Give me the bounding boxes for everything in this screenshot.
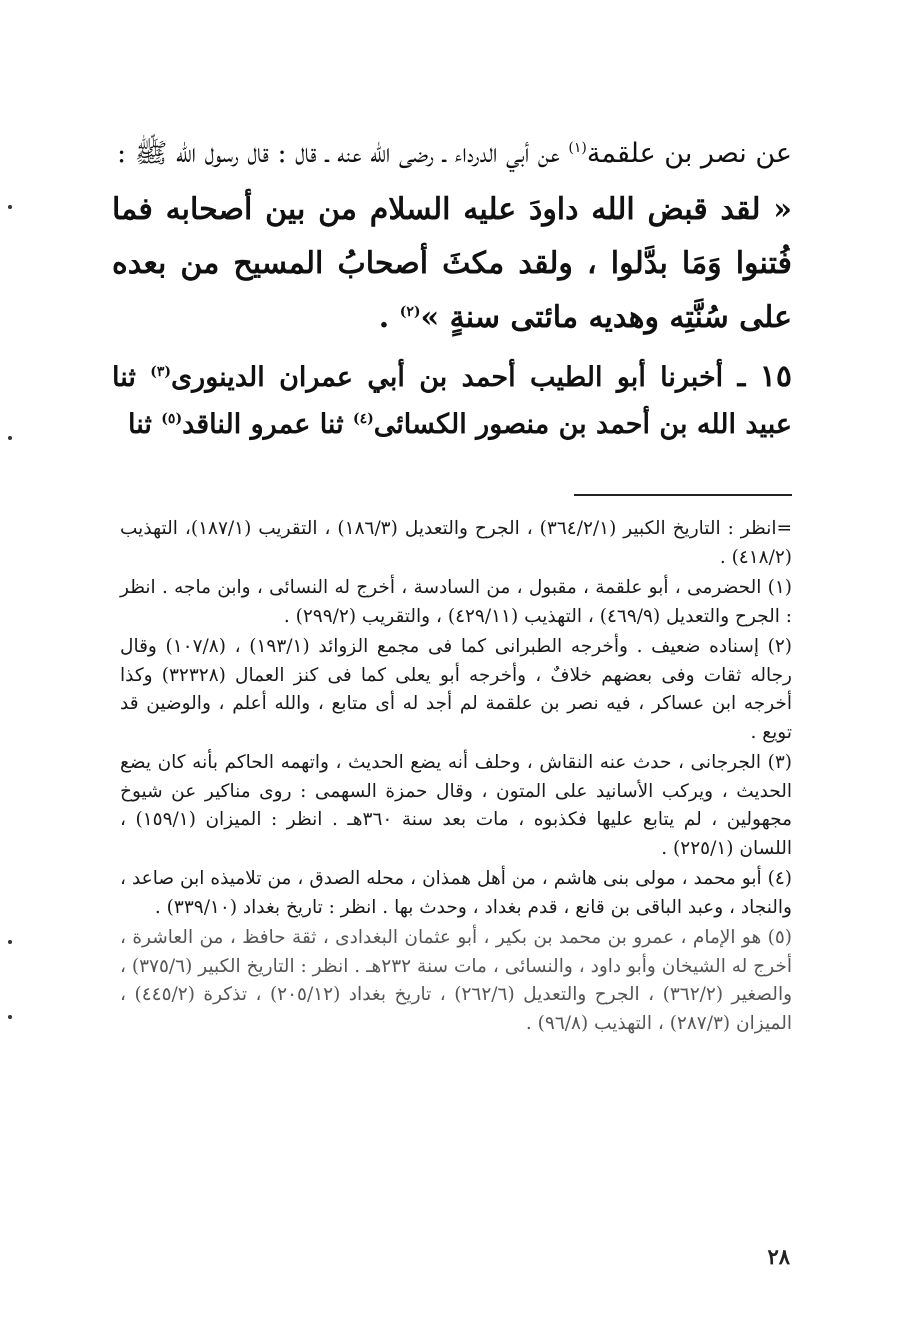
hadith-quote <box>112 183 792 345</box>
footnote-ref-3: (٣) <box>150 364 172 380</box>
hadith-text: « لقد قبض الله داودَ عليه السلام من بين أصحابه فما فُتنوا وَمَا بدَّلوا ، ولقد مكثَ أصحابُ المسيح من بعده على سُنَّتِه وهديه مائتى سنةٍ » <box>112 192 792 335</box>
paragraph-15 <box>112 353 792 448</box>
footnote-ref-1: (١) <box>568 140 587 156</box>
chain-part-b: ثنا عبيد الله بن أحمد بن منصور الكسائى <box>112 362 792 440</box>
page-number: ٢٨ <box>767 1244 790 1269</box>
intro-continuation: عن أبي الدرداء ـ رضى الله عنه ـ قال : قال رسول الله ﷺ : <box>117 138 560 169</box>
footnote-ref-5: (٥) <box>161 411 183 427</box>
footnote-1: (١) الحضرمى ، أبو علقمة ، مقبول ، من السادسة ، أخرج له النسائى ، وابن ماجه . انظر : الجرح والتعديل (٤٦٩/٩) ، التهذيب (٤٢٩/١١) ، والتقريب (٢٩٩/٢) . <box>120 577 792 627</box>
scan-mark <box>8 940 12 944</box>
hadith-end: . <box>378 300 390 335</box>
footnotes <box>120 515 792 1040</box>
narrator-text: عن نصر بن علقمة <box>586 138 792 169</box>
footnote-continuation: =انظر : التاريخ الكبير (٣٦٤/٢/١) ، الجرح والتعديل (١٨٦/٣) ، التقريب (١٨٧/١)، التهذيب (٤١٨/٢) . <box>120 518 792 568</box>
main-text <box>112 130 792 454</box>
footnote-3: (٣) الجرجانى ، حدث عنه النقاش ، وحلف أنه يضع الحديث ، واتهمه الحاكم بأنه كان يضع الحديث ، ويركب الأسانيد على المتون ، وقال حمزة السهمى : روى مناكير عن شيوخ مجهولين ، لم يتابع عليها فكذبوه ، مات بعد سنة ٣٦٠هـ . انظر : الميزان (١٥٩/١) ، اللسان (٢٢٥/١) . <box>120 752 792 859</box>
chain-part-a: ـ أخبرنا أبو الطيب أحمد بن أبي عمران الدينورى <box>171 362 746 393</box>
scan-mark <box>8 205 12 209</box>
footnote-2: (٢) إسناده ضعيف . وأخرجه الطبرانى كما فى مجمع الزوائد (١٩٣/١) ، (١٠٧/٨) وقال رجاله ثقات وفى بعضهم خلافٌ ، وأخرجه أبو يعلى كما فى كنز العمال (٣٢٣٢٨) وكذا أخرجه ابن عساكر ، فيه نصر بن علقمة لم أجد له أى متابع ، والله أعلم ، والوضين قد تويع . <box>120 636 793 743</box>
scan-mark <box>8 436 12 440</box>
hadith-number: ١٥ <box>759 359 793 394</box>
intro-paragraph <box>112 130 792 177</box>
footnote-ref-4: (٤) <box>353 411 374 427</box>
footnote-5: (٥) هو الإمام ، عمرو بن محمد بن بكير ، أبو عثمان البغدادى ، ثقة حافظ ، من العاشرة ، أخرج له الشيخان وأبو داود ، والنسائى ، مات سنة ٢٣٢هـ . انظر : التاريخ الكبير (٣٧٥/٦) ، والصغير (٣٦٢/٢) ، الجرح والتعديل (٢٦٢/٦) ، تاريخ بغداد (٢٠٥/١٢) ، تذكرة (٤٤٥/٢) ، الميزان (٢٨٧/٣) ، التهذيب (٩٦/٨) . <box>120 927 793 1034</box>
footnote-divider <box>574 494 792 496</box>
scan-mark <box>8 1015 12 1019</box>
footnote-4: (٤) أبو محمد ، مولى بنى هاشم ، من أهل همذان ، محله الصدق ، من تلاميذه ابن صاعد ، والنجاد ، وعبد الباقى بن قانع ، قدم بغداد ، وحدث بها . انظر : تاريخ بغداد (٣٣٩/١٠) . <box>120 868 792 918</box>
chain-part-c: ثنا عمرو الناقد <box>182 409 344 440</box>
chain-part-d: ثنا <box>127 409 152 440</box>
footnote-ref-2: (٢) <box>399 304 421 320</box>
